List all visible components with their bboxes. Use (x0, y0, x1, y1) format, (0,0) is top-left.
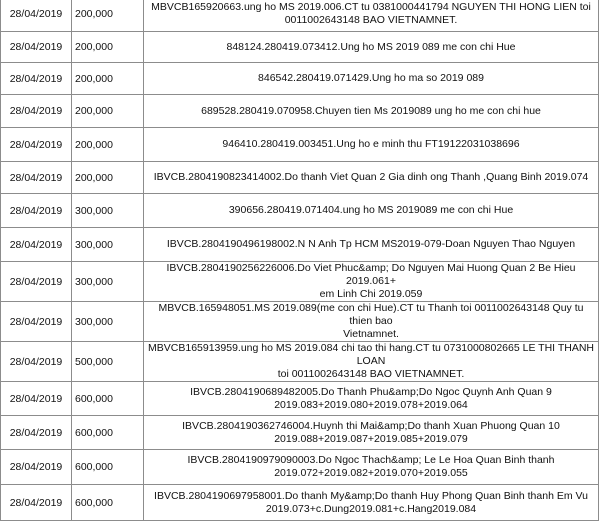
amount-cell: 500,000 (72, 342, 144, 382)
table-row (1, 262, 599, 302)
amount-cell: 600,000 (72, 416, 144, 450)
table-row (1, 228, 599, 262)
description-cell: IBVCB.2804190697958001.Do thanh My&amp;Do thanh Huy Phong Quan Binh thanh Em Vu 2019.073+c.Dung2019.081+c.Hang2019.084 (144, 485, 599, 521)
date-cell: 28/04/2019 (1, 416, 72, 450)
description-cell: 846542.280419.071429.Ung ho ma so 2019 089 (144, 63, 599, 95)
amount-cell: 600,000 (72, 485, 144, 521)
description-cell: IBVCB.2804190823414002.Do thanh Viet Quan 2 Gia dinh ong Thanh ,Quang Binh 2019.074 (144, 162, 599, 194)
description-cell: MBVCB165920663.ung ho MS 2019.006.CT tu 0381000441794 NGUYEN THI HONG LIEN toi 0011002643148 BAO VIETNAMNET. (144, 0, 599, 32)
amount-cell: 300,000 (72, 194, 144, 228)
table-row (1, 342, 599, 382)
date-cell: 28/04/2019 (1, 194, 72, 228)
table-row (1, 162, 599, 194)
description-cell: 848124.280419.073412.Ung ho MS 2019 089 me con chi Hue (144, 32, 599, 63)
description-cell: MBVCB165913959.ung ho MS 2019.084 chi tao thi hang.CT tu 0731000802665 LE THI THANH LOAN toi 0011002643148 BAO VIETNAMNET. (144, 342, 599, 382)
amount-cell: 600,000 (72, 382, 144, 416)
description-cell: IBVCB.2804190979090003.Do Ngoc Thach&amp; Le Le Hoa Quan Binh thanh 2019.072+2019.082+2019.070+2019.055 (144, 450, 599, 485)
description-cell: 946410.280419.003451.Ung ho e minh thu FT19122031038696 (144, 128, 599, 162)
table-row (1, 32, 599, 63)
table-row (1, 0, 599, 32)
transactions-body (1, 0, 599, 521)
table-row (1, 95, 599, 128)
date-cell: 28/04/2019 (1, 302, 72, 342)
amount-cell: 300,000 (72, 262, 144, 302)
amount-cell: 200,000 (72, 162, 144, 194)
table-row (1, 382, 599, 416)
description-cell: IBVCB.2804190256226006.Do Viet Phuc&amp; Do Nguyen Mai Huong Quan 2 Be Hieu 2019.061+ em Linh Chi 2019.059 (144, 262, 599, 302)
description-cell: IBVCB.2804190689482005.Do Thanh Phu&amp;Do Ngoc Quynh Anh Quan 9 2019.083+2019.080+2019.078+2019.064 (144, 382, 599, 416)
table-row (1, 416, 599, 450)
table-row (1, 302, 599, 342)
amount-cell: 600,000 (72, 450, 144, 485)
date-cell: 28/04/2019 (1, 162, 72, 194)
amount-cell: 300,000 (72, 302, 144, 342)
date-cell: 28/04/2019 (1, 342, 72, 382)
table-row (1, 128, 599, 162)
date-cell: 28/04/2019 (1, 485, 72, 521)
date-cell: 28/04/2019 (1, 128, 72, 162)
description-cell: MBVCB.165948051.MS 2019.089(me con chi Hue).CT tu Thanh toi 0011002643148 Quy tu thien bao Vietnamnet. (144, 302, 599, 342)
date-cell: 28/04/2019 (1, 450, 72, 485)
date-cell: 28/04/2019 (1, 382, 72, 416)
date-cell: 28/04/2019 (1, 63, 72, 95)
date-cell: 28/04/2019 (1, 228, 72, 262)
amount-cell: 300,000 (72, 228, 144, 262)
amount-cell: 200,000 (72, 63, 144, 95)
amount-cell: 200,000 (72, 32, 144, 63)
description-cell: IBVCB.2804190496198002.N N Anh Tp HCM MS2019-079-Doan Nguyen Thao Nguyen (144, 228, 599, 262)
description-cell: 390656.280419.071404.ung ho MS 2019089 me con chi Hue (144, 194, 599, 228)
date-cell: 28/04/2019 (1, 95, 72, 128)
table-row (1, 63, 599, 95)
description-cell: IBVCB.2804190362746004.Huynh thi Mai&amp;Do thanh Xuan Phuong Quan 10 2019.088+2019.087+2019.085+2019.079 (144, 416, 599, 450)
date-cell: 28/04/2019 (1, 32, 72, 63)
date-cell: 28/04/2019 (1, 262, 72, 302)
table-row (1, 485, 599, 521)
amount-cell: 200,000 (72, 95, 144, 128)
description-cell: 689528.280419.070958.Chuyen tien Ms 2019089 ung ho me con chi hue (144, 95, 599, 128)
table-row (1, 450, 599, 485)
table-row (1, 194, 599, 228)
amount-cell: 200,000 (72, 0, 144, 32)
date-cell: 28/04/2019 (1, 0, 72, 32)
amount-cell: 200,000 (72, 128, 144, 162)
